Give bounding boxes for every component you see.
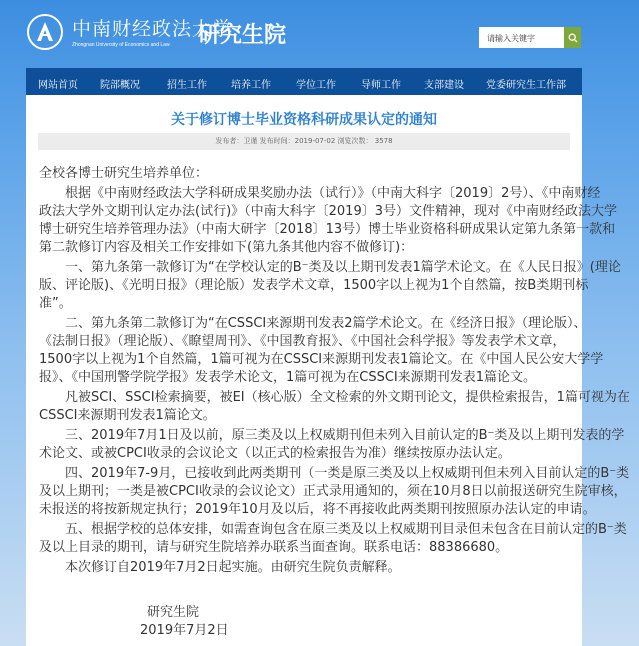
article-body	[39, 165, 630, 579]
nav-item-home[interactable]: 网站首页	[38, 80, 78, 91]
paragraph-line: 博士研究生培养管理办法》（中南大研字〔2018〕13号）博士毕业资格科研成果认定第九条第一款和	[39, 222, 616, 237]
article-paragraph	[39, 521, 630, 557]
paragraph-line: 版、评论版)、《光明日报》（理论版）发表学术文章，1500字以上视为1个自然篇，按B类期刊标	[39, 278, 589, 293]
article-container	[26, 95, 630, 646]
search-input[interactable]: 请输入关键字	[479, 27, 564, 48]
paragraph-line: 全校各博士研究生培养单位：	[39, 166, 209, 181]
paragraph-line: 准”。	[39, 296, 72, 311]
paragraph-line: 四、2019年7-9月，已接收到此两类期刊（一类是原三类及以上权威期刊但未列入目前认定的B⁻类	[65, 466, 630, 481]
signature: 研究生院	[147, 605, 200, 620]
signature-date: 2019年7月2日	[140, 623, 229, 638]
paragraph-line: 及以上期刊；一类是被CPCI收录的会议论文）正式录用通知的，须在10月8日以前报送研究生院审核，	[39, 484, 627, 499]
nav-item-admission[interactable]: 招生工作	[167, 80, 207, 91]
paragraph-line: 政法大学外文期刊认定办法(试行)》（中南大科字〔2019〕3号）文件精神，现对《中南财经政法大学	[39, 204, 617, 219]
paragraph-line: 《法制日报》（理论版）、《瞭望周刊》、《中国教育报》、《中国社会科学报》等发表学术文章，	[39, 334, 566, 349]
paragraph-line: 根据《中南财经政法大学科研成果奖励办法（试行）》（中南大科字〔2019〕2号）、《中南财经	[65, 186, 601, 201]
article-paragraph	[39, 427, 630, 463]
paragraph-line: 凡被SCI、SSCI检索摘要，被EI（核心版）全文检索的外文期刊论文，提供检索报告，1篇可视为在	[65, 390, 630, 405]
paragraph-line: 报》、《中国刑警学院学报》发表学术论文，1篇可视为在CSSCI来源期刊发表1篇论文。	[39, 370, 537, 385]
paragraph-line: 第二款修订内容及相关工作安排如下(第九条其他内容不做修订)：	[39, 240, 414, 255]
nav-item-degree[interactable]: 学位工作	[296, 80, 336, 91]
university-logo-icon[interactable]	[27, 14, 63, 50]
department-name: 研究生院	[198, 23, 287, 48]
nav-item-branch[interactable]: 支部建设	[424, 80, 464, 91]
article-paragraph	[39, 259, 630, 313]
university-name: 中南财经政法大学	[72, 18, 233, 40]
paragraph-line: CSSCI来源期刊发表1篇论文。	[39, 408, 216, 423]
paragraph-line: 1500字以上视为1个自然篇，1篇可视为在CSSCI来源期刊发表1篇论文。在《中国人民公安大学学	[39, 352, 604, 367]
paragraph-line: 本次修订自2019年7月2日起实施。由研究生院负责解释。	[65, 560, 401, 575]
search-icon	[568, 33, 578, 43]
nav-item-party-dept[interactable]: 党委研究生工作部	[486, 80, 566, 91]
article-paragraph	[39, 389, 630, 425]
paragraph-line: 术论文、或被CPCI收录的会议论文（以正式的检索报告为准）继续按原办法认定。	[39, 446, 511, 461]
paragraph-line: 三、2019年7月1日及以前，原三类及以上权威期刊但未列入目前认定的B⁻类及以上期刊发表的学	[65, 428, 625, 443]
paragraph-line: 未报送的将按新规定执行；2019年10月及以后，将不再接收此两类期刊按照原办法认定的申请。	[39, 502, 596, 517]
article-paragraph	[39, 559, 630, 577]
article-meta: 发布者：卫谨 发布时间：2019-07-02 浏览次数： 3578	[38, 133, 570, 150]
article-paragraph	[39, 165, 630, 183]
article-paragraph	[39, 315, 630, 387]
main-nav	[26, 68, 582, 95]
paragraph-line: 及以上目录的期刊，请与研究生院培养办联系当面查询。联系电话：88386680。	[39, 540, 509, 555]
search-button[interactable]	[564, 27, 581, 48]
university-name-en: Zhongnan University of Economics and Law	[72, 42, 170, 48]
nav-item-overview[interactable]: 院部概况	[100, 80, 140, 91]
article-paragraph	[39, 465, 630, 519]
article-title: 关于修订博士毕业资格科研成果认定的通知	[171, 112, 437, 128]
site-header	[0, 0, 639, 68]
paragraph-line: 二、第九条第二款修订为“在CSSCI来源期刊发表2篇学术论文。在《经济日报》（理论版）、	[65, 316, 587, 331]
nav-item-training[interactable]: 培养工作	[231, 80, 271, 91]
paragraph-line: 一、第九条第一款修订为“在学校认定的B⁻类及以上期刊发表1篇学术论文。在《人民日报》(理论	[65, 260, 621, 275]
paragraph-line: 五、根据学校的总体安排，如需查询包含在原三类及以上权威期刊目录但未包含在目前认定的B⁻类	[65, 522, 627, 537]
article-paragraph	[39, 185, 630, 257]
nav-item-supervisor[interactable]: 导师工作	[361, 80, 401, 91]
